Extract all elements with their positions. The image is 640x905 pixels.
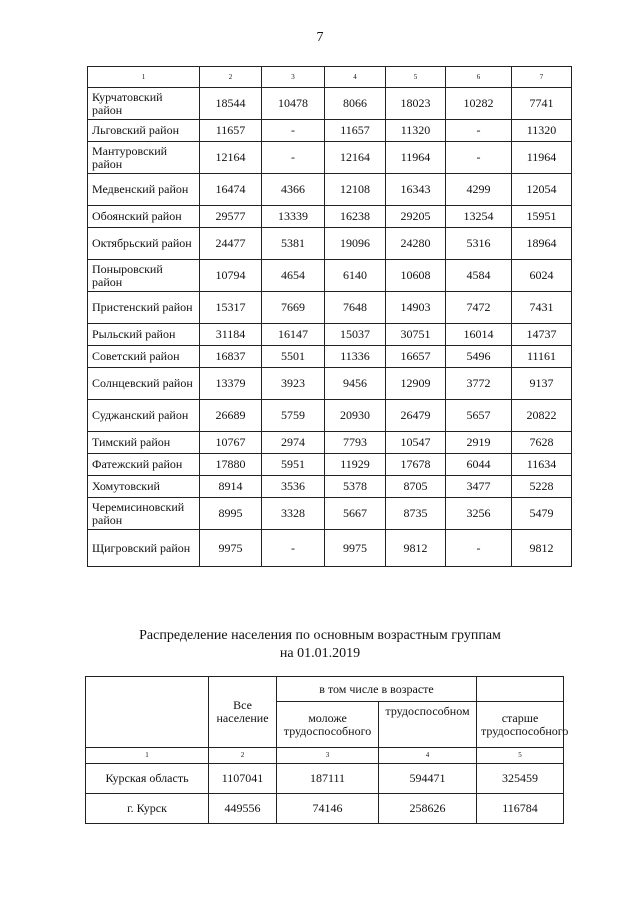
district-name: Черемисиновский район bbox=[88, 498, 200, 530]
value-cell: 5316 bbox=[446, 228, 512, 260]
value-cell: 18023 bbox=[386, 88, 446, 120]
table-row bbox=[88, 454, 572, 476]
column-number: 2 bbox=[200, 67, 262, 88]
value-cell: 3256 bbox=[446, 498, 512, 530]
value-cell: 3772 bbox=[446, 368, 512, 400]
value-cell: 5951 bbox=[262, 454, 325, 476]
region-header-cell bbox=[86, 677, 209, 748]
column-number: 1 bbox=[88, 67, 200, 88]
table-row bbox=[88, 120, 572, 142]
value-cell: 13254 bbox=[446, 206, 512, 228]
value-cell: 20822 bbox=[512, 400, 572, 432]
value-cell: 12164 bbox=[325, 142, 386, 174]
table-row bbox=[88, 368, 572, 400]
value-cell: 19096 bbox=[325, 228, 386, 260]
value-cell: 8705 bbox=[386, 476, 446, 498]
value-cell: 5378 bbox=[325, 476, 386, 498]
value-cell: 15951 bbox=[512, 206, 572, 228]
all-population-header: Все население bbox=[209, 677, 277, 748]
value-cell: 17880 bbox=[200, 454, 262, 476]
district-name: Пристенский район bbox=[88, 292, 200, 324]
value-cell: 5667 bbox=[325, 498, 386, 530]
value-cell: 16238 bbox=[325, 206, 386, 228]
value-cell: 31184 bbox=[200, 324, 262, 346]
value-cell: 16343 bbox=[386, 174, 446, 206]
value-cell: 325459 bbox=[477, 764, 564, 794]
column-number: 4 bbox=[379, 748, 477, 764]
value-cell: 5479 bbox=[512, 498, 572, 530]
header-empty-cell bbox=[477, 677, 564, 702]
value-cell: 17678 bbox=[386, 454, 446, 476]
table-row bbox=[88, 88, 572, 120]
region-name: Курская область bbox=[86, 764, 209, 794]
value-cell: 2919 bbox=[446, 432, 512, 454]
section-title-line2: на 01.01.2019 bbox=[279, 646, 361, 661]
column-number: 5 bbox=[477, 748, 564, 764]
value-cell: 11964 bbox=[386, 142, 446, 174]
district-population-table bbox=[87, 66, 572, 567]
value-cell: 116784 bbox=[477, 794, 564, 824]
older-header: старше трудоспособного bbox=[477, 702, 564, 748]
value-cell: 9812 bbox=[386, 530, 446, 567]
column-number-row bbox=[88, 67, 572, 88]
age-groups-table bbox=[85, 676, 569, 824]
district-name: Обоянский район bbox=[88, 206, 200, 228]
table-row bbox=[88, 228, 572, 260]
value-cell: 16837 bbox=[200, 346, 262, 368]
value-cell: 187111 bbox=[277, 764, 379, 794]
value-cell: 7793 bbox=[325, 432, 386, 454]
value-cell: 11634 bbox=[512, 454, 572, 476]
district-name: Тимский район bbox=[88, 432, 200, 454]
table-row bbox=[88, 432, 572, 454]
value-cell: 74146 bbox=[277, 794, 379, 824]
value-cell: 12164 bbox=[200, 142, 262, 174]
value-cell: 7472 bbox=[446, 292, 512, 324]
section-title bbox=[0, 627, 640, 663]
value-cell: 8066 bbox=[325, 88, 386, 120]
value-cell: 8735 bbox=[386, 498, 446, 530]
value-cell: 10608 bbox=[386, 260, 446, 292]
column-number: 2 bbox=[209, 748, 277, 764]
column-number: 7 bbox=[512, 67, 572, 88]
value-cell: - bbox=[262, 120, 325, 142]
column-number: 6 bbox=[446, 67, 512, 88]
value-cell: 24477 bbox=[200, 228, 262, 260]
value-cell: 9137 bbox=[512, 368, 572, 400]
value-cell: - bbox=[262, 530, 325, 567]
region-name: г. Курск bbox=[86, 794, 209, 824]
value-cell: 29577 bbox=[200, 206, 262, 228]
district-name: Мантуровский район bbox=[88, 142, 200, 174]
value-cell: 30751 bbox=[386, 324, 446, 346]
table-row bbox=[88, 174, 572, 206]
value-cell: - bbox=[446, 142, 512, 174]
value-cell: 15037 bbox=[325, 324, 386, 346]
value-cell: 4299 bbox=[446, 174, 512, 206]
value-cell: 5381 bbox=[262, 228, 325, 260]
value-cell: 6024 bbox=[512, 260, 572, 292]
district-name: Солнцевский район bbox=[88, 368, 200, 400]
district-name: Поныровский район bbox=[88, 260, 200, 292]
value-cell: 11657 bbox=[325, 120, 386, 142]
section-title-line1: Распределение населения по основным возрастным группам bbox=[139, 628, 501, 643]
column-number: 1 bbox=[86, 748, 209, 764]
value-cell: 5759 bbox=[262, 400, 325, 432]
value-cell: 7431 bbox=[512, 292, 572, 324]
column-number: 4 bbox=[325, 67, 386, 88]
value-cell: 29205 bbox=[386, 206, 446, 228]
table-row bbox=[86, 764, 564, 794]
value-cell: 7741 bbox=[512, 88, 572, 120]
value-cell: 13379 bbox=[200, 368, 262, 400]
value-cell: 3477 bbox=[446, 476, 512, 498]
value-cell: 18544 bbox=[200, 88, 262, 120]
value-cell: 12108 bbox=[325, 174, 386, 206]
value-cell: 11964 bbox=[512, 142, 572, 174]
value-cell: 2974 bbox=[262, 432, 325, 454]
district-name: Октябрьский район bbox=[88, 228, 200, 260]
table-row bbox=[88, 292, 572, 324]
value-cell: 11320 bbox=[386, 120, 446, 142]
value-cell: 5657 bbox=[446, 400, 512, 432]
table-row bbox=[88, 324, 572, 346]
value-cell: 8914 bbox=[200, 476, 262, 498]
younger-header: моложе трудоспособного bbox=[277, 702, 379, 748]
value-cell: 3923 bbox=[262, 368, 325, 400]
value-cell: 20930 bbox=[325, 400, 386, 432]
value-cell: 24280 bbox=[386, 228, 446, 260]
value-cell: 10794 bbox=[200, 260, 262, 292]
value-cell: 12054 bbox=[512, 174, 572, 206]
value-cell: 9975 bbox=[325, 530, 386, 567]
district-name: Щигровский район bbox=[88, 530, 200, 567]
value-cell: 4584 bbox=[446, 260, 512, 292]
value-cell: 15317 bbox=[200, 292, 262, 324]
value-cell: 4654 bbox=[262, 260, 325, 292]
table-row bbox=[88, 476, 572, 498]
district-name: Курчатовский район bbox=[88, 88, 200, 120]
value-cell: 7669 bbox=[262, 292, 325, 324]
value-cell: 7628 bbox=[512, 432, 572, 454]
value-cell: 26479 bbox=[386, 400, 446, 432]
value-cell: 11657 bbox=[200, 120, 262, 142]
value-cell: 16657 bbox=[386, 346, 446, 368]
column-number-row bbox=[86, 748, 564, 764]
value-cell: 8995 bbox=[200, 498, 262, 530]
value-cell: - bbox=[262, 142, 325, 174]
table-row bbox=[88, 346, 572, 368]
value-cell: - bbox=[446, 120, 512, 142]
value-cell: 14903 bbox=[386, 292, 446, 324]
value-cell: 18964 bbox=[512, 228, 572, 260]
value-cell: 11320 bbox=[512, 120, 572, 142]
district-name: Хомутовский bbox=[88, 476, 200, 498]
value-cell: 594471 bbox=[379, 764, 477, 794]
district-name: Рыльский район bbox=[88, 324, 200, 346]
district-name: Советский район bbox=[88, 346, 200, 368]
value-cell: 16147 bbox=[262, 324, 325, 346]
value-cell: 6140 bbox=[325, 260, 386, 292]
value-cell: 449556 bbox=[209, 794, 277, 824]
value-cell: 9456 bbox=[325, 368, 386, 400]
district-name: Льговский район bbox=[88, 120, 200, 142]
value-cell: 5228 bbox=[512, 476, 572, 498]
value-cell: 3328 bbox=[262, 498, 325, 530]
value-cell: 3536 bbox=[262, 476, 325, 498]
value-cell: 10478 bbox=[262, 88, 325, 120]
value-cell: 11161 bbox=[512, 346, 572, 368]
working-header: трудоспособном bbox=[379, 702, 477, 748]
page-number: 7 bbox=[316, 30, 324, 45]
value-cell: 9812 bbox=[512, 530, 572, 567]
table-row bbox=[88, 206, 572, 228]
value-cell: 11929 bbox=[325, 454, 386, 476]
column-number: 5 bbox=[386, 67, 446, 88]
value-cell: 10767 bbox=[200, 432, 262, 454]
column-number: 3 bbox=[262, 67, 325, 88]
value-cell: 10547 bbox=[386, 432, 446, 454]
value-cell: 6044 bbox=[446, 454, 512, 476]
value-cell: 10282 bbox=[446, 88, 512, 120]
table-row bbox=[88, 142, 572, 174]
table-row bbox=[88, 530, 572, 567]
district-name: Медвенский район bbox=[88, 174, 200, 206]
value-cell: 4366 bbox=[262, 174, 325, 206]
table-row bbox=[86, 794, 564, 824]
table-row bbox=[88, 498, 572, 530]
table-row bbox=[88, 400, 572, 432]
value-cell: 5496 bbox=[446, 346, 512, 368]
value-cell: 12909 bbox=[386, 368, 446, 400]
value-cell: 14737 bbox=[512, 324, 572, 346]
district-name: Суджанский район bbox=[88, 400, 200, 432]
value-cell: 16014 bbox=[446, 324, 512, 346]
district-name: Фатежский район bbox=[88, 454, 200, 476]
table-row bbox=[88, 260, 572, 292]
value-cell: 1107041 bbox=[209, 764, 277, 794]
value-cell: 16474 bbox=[200, 174, 262, 206]
value-cell: - bbox=[446, 530, 512, 567]
value-cell: 9975 bbox=[200, 530, 262, 567]
column-number: 3 bbox=[277, 748, 379, 764]
value-cell: 5501 bbox=[262, 346, 325, 368]
including-by-age-header: в том числе в возрасте bbox=[277, 677, 477, 702]
value-cell: 7648 bbox=[325, 292, 386, 324]
value-cell: 258626 bbox=[379, 794, 477, 824]
value-cell: 11336 bbox=[325, 346, 386, 368]
value-cell: 13339 bbox=[262, 206, 325, 228]
value-cell: 26689 bbox=[200, 400, 262, 432]
